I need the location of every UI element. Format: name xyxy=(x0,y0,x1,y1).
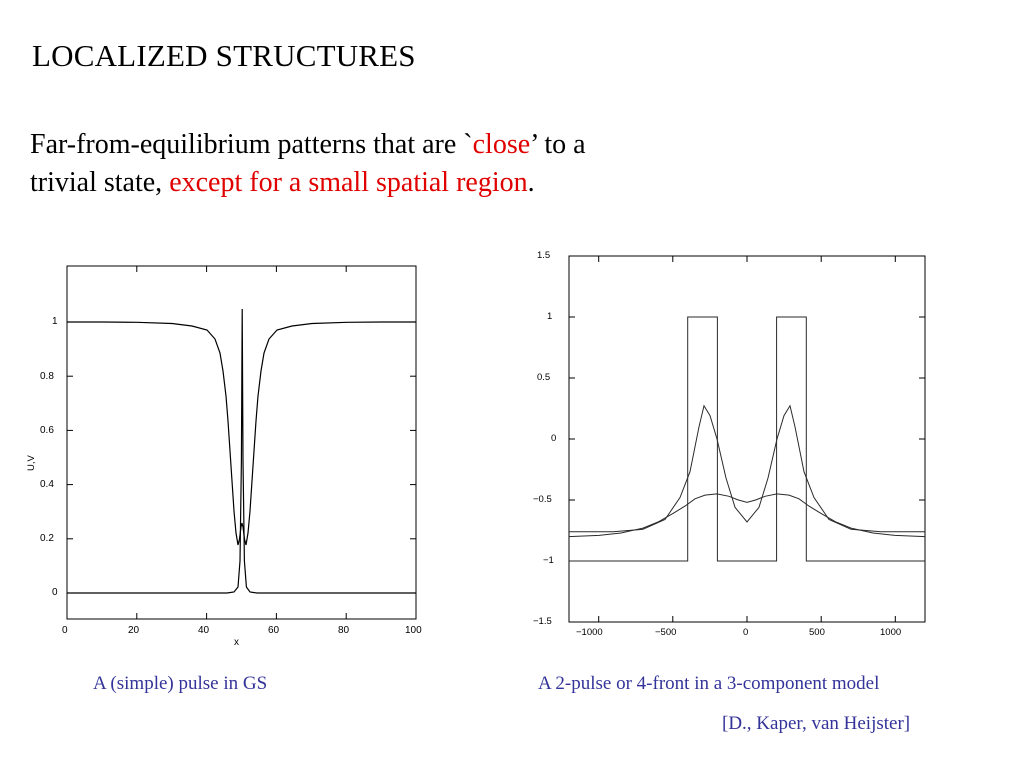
tc-ytick-neg05: −0.5 xyxy=(533,494,552,505)
body-line2-part1: trivial state, xyxy=(30,167,170,198)
gs-ytick-1: 1 xyxy=(52,316,58,327)
gs-xtick-100: 100 xyxy=(405,625,422,636)
page-title: LOCALIZED STRUCTURES xyxy=(32,38,416,73)
gs-xtick-40: 40 xyxy=(198,625,210,636)
body-text xyxy=(30,126,990,202)
gs-ytick-06: 0.6 xyxy=(40,425,54,436)
gs-xtick-20: 20 xyxy=(128,625,140,636)
gs-ytick-0: 0 xyxy=(52,587,58,598)
tc-ytick-15: 1.5 xyxy=(537,250,551,261)
tc-xtick-1000: 1000 xyxy=(880,627,902,638)
tc-xtick-neg500: −500 xyxy=(655,627,677,638)
body-line1-part2: ’ to a xyxy=(530,129,586,160)
figure-gs-pulse xyxy=(26,261,422,648)
caption-left: A (simple) pulse in GS xyxy=(93,673,268,694)
three-component-chart xyxy=(521,250,926,641)
body-line1-highlight: close xyxy=(472,129,531,160)
tc-ytick-05: 0.5 xyxy=(537,372,551,383)
gs-xtick-80: 80 xyxy=(338,625,350,636)
figure-three-component xyxy=(521,250,926,641)
gs-yaxis-label: U,V xyxy=(26,455,37,471)
caption-right: A 2-pulse or 4-front in a 3-component model xyxy=(538,673,880,694)
gs-xaxis-label: x xyxy=(234,637,239,648)
gs-ytick-02: 0.2 xyxy=(40,533,54,544)
caption-credit: [D., Kaper, van Heijster] xyxy=(722,713,911,734)
tc-xtick-0: 0 xyxy=(743,627,749,638)
body-line1-part1: Far-from-equilibrium patterns that are ` xyxy=(30,129,473,160)
gs-xtick-60: 60 xyxy=(268,625,280,636)
tc-ytick-neg15: −1.5 xyxy=(533,616,552,627)
tc-ytick-1: 1 xyxy=(547,311,553,322)
tc-ytick-0: 0 xyxy=(551,433,557,444)
tc-xtick-500: 500 xyxy=(809,627,825,638)
gs-pulse-chart xyxy=(62,261,417,641)
body-line2-part2: . xyxy=(527,167,535,198)
body-line2-highlight: except for a small spatial region xyxy=(169,167,528,198)
gs-xtick-0: 0 xyxy=(62,625,68,636)
gs-ytick-04: 0.4 xyxy=(40,479,54,490)
gs-ytick-08: 0.8 xyxy=(40,371,54,382)
tc-xtick-neg1000: −1000 xyxy=(576,627,603,638)
tc-ytick-neg1: −1 xyxy=(543,555,554,566)
